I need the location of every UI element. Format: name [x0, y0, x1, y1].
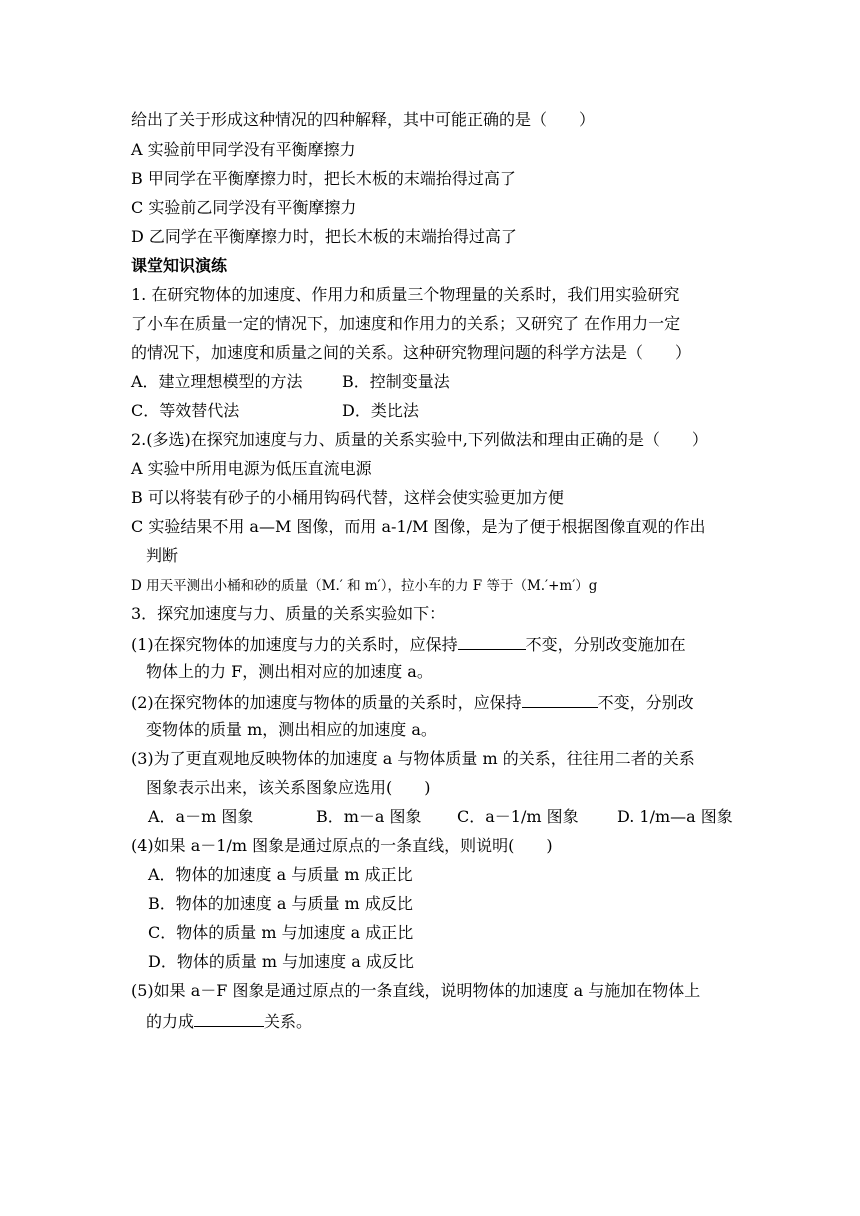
q3-part3-option-c: C．a－1/m 图象	[457, 807, 579, 826]
q2-option-b: B 可以将装有砂子的小桶用钩码代替，这样会使实验更加方便	[131, 488, 564, 507]
q2-option-c-line1: C 实验结果不用 a—M 图像，而用 a-1/M 图像，是为了便于根据图像直观的作出	[131, 517, 706, 536]
q1-options-row2	[131, 400, 748, 422]
answer-blank-1[interactable]	[458, 632, 526, 650]
intro-option-d: D 乙同学在平衡摩擦力时，把长木板的末端抬得过高了	[131, 227, 517, 246]
q1-option-d: D．类比法	[342, 401, 419, 420]
q3-part4-option-c: C．物体的质量 m 与加速度 a 成正比	[148, 923, 414, 942]
q3-part4-stem: (4)如果 a－1/m 图象是通过原点的一条直线，则说明( )	[131, 836, 553, 855]
q1-options-row1	[131, 371, 748, 393]
intro-option-c: C 实验前乙同学没有平衡摩擦力	[131, 198, 357, 217]
question-tail: 给出了关于形成这种情况的四种解释，其中可能正确的是（ ）	[131, 110, 596, 129]
q3-part3-option-a: A．a－m 图象	[148, 807, 254, 826]
answer-blank-3[interactable]	[194, 1009, 264, 1027]
q3-part1-text-after: 不变，分别改变施加在	[525, 635, 686, 654]
q3-part3-option-b: B．m－a 图象	[316, 807, 422, 826]
q2-option-a: A 实验中所用电源为低压直流电源	[131, 459, 372, 478]
section-title: 课堂知识演练	[131, 256, 228, 275]
q1-option-c: C．等效替代法	[131, 401, 240, 420]
q3-part4-option-b: B．物体的加速度 a 与质量 m 成反比	[148, 894, 413, 913]
q3-part3-options	[148, 806, 748, 828]
q1-option-b: B．控制变量法	[342, 372, 450, 391]
intro-option-b: B 甲同学在平衡摩擦力时，把长木板的末端抬得过高了	[131, 169, 516, 188]
q3-part5-line2	[146, 1009, 748, 1031]
q3-part4-option-a: A．物体的加速度 a 与质量 m 成正比	[148, 865, 413, 884]
q3-part2-text-before: (2)在探究物体的加速度与物体的质量的关系时，应保持	[131, 693, 522, 712]
intro-option-a: A 实验前甲同学没有平衡摩擦力	[131, 140, 356, 159]
q1-stem-line3: 的情况下，加速度和质量之间的关系。这种研究物理问题的科学方法是（ ）	[131, 343, 692, 362]
q2-stem: 2.(多选)在探究加速度与力、质量的关系实验中,下列做法和理由正确的是（ ）	[131, 430, 708, 449]
q3-part5-text-before: 的力成	[146, 1012, 195, 1031]
q3-part1-line1	[131, 632, 748, 654]
q3-part3-line1: (3)为了更直观地反映物体的加速度 a 与物体质量 m 的关系，往往用二者的关系	[131, 749, 695, 768]
q3-part2-text-after: 不变，分别改	[597, 693, 694, 712]
q1-option-a: A．建立理想模型的方法	[131, 372, 303, 391]
q3-part2-line1	[131, 690, 748, 712]
q3-part3-line2: 图象表示出来，该关系图象应选用( )	[146, 778, 431, 797]
q3-part5-text-after: 关系。	[264, 1012, 313, 1031]
q3-part1-text-before: (1)在探究物体的加速度与力的关系时，应保持	[131, 635, 458, 654]
q3-stem: 3．探究加速度与力、质量的关系实验如下：	[131, 604, 446, 623]
q3-part5-line1: (5)如果 a－F 图象是通过原点的一条直线，说明物体的加速度 a 与施加在物体上	[131, 981, 701, 1000]
q3-part4-option-d: D．物体的质量 m 与加速度 a 成反比	[148, 952, 414, 971]
q3-part3-option-d: D. 1/m—a 图象	[617, 807, 733, 826]
q1-stem-line2: 了小车在质量一定的情况下，加速度和作用力的关系；又研究了 在作用力一定	[131, 314, 681, 333]
answer-blank-2[interactable]	[522, 690, 598, 708]
q1-stem-line1: 1. 在研究物体的加速度、作用力和质量三个物理量的关系时，我们用实验研究	[131, 285, 680, 304]
q3-part2-line2: 变物体的质量 m，测出相应的加速度 a。	[146, 720, 437, 739]
q2-option-d: D 用天平测出小桶和砂的质量（M.′ 和 m′），拉小车的力 F 等于（M.′+m′）g	[131, 578, 598, 594]
q3-part1-line2: 物体上的力 F，测出相对应的加速度 a。	[146, 662, 433, 681]
q2-option-c-line2: 判断	[146, 546, 179, 565]
